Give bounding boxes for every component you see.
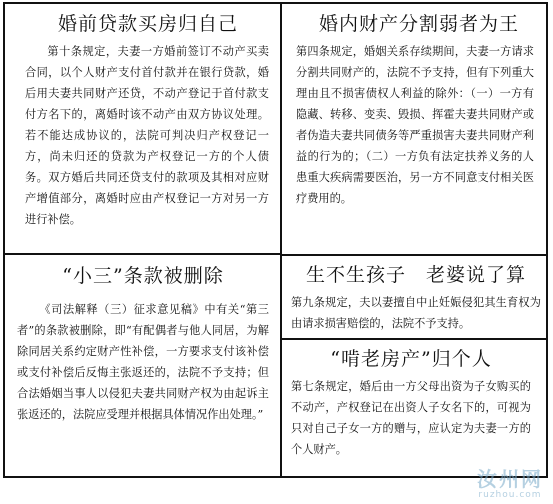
- article-grid: [3, 2, 548, 496]
- panel-title: 生不生孩子 老婆说了算: [305, 264, 526, 286]
- panel-body: 第九条规定，夫以妻擅自中止妊娠侵犯其生育权为由请求损害赔偿的，法院不予支持。: [291, 296, 541, 330]
- panel-title: 婚内财产分割弱者为王: [318, 13, 519, 35]
- panel-parent-funded-property: [291, 347, 531, 475]
- right-row-divider-lower: [281, 338, 548, 340]
- panel-body: 第四条规定，婚姻关系存续期间，夫妻一方请求分割共同财产的，法院不予支持，但有下列重大理由且不损害债权人利益的除外：（一）一方有隐藏、转移、变卖、毁损、挥霍夫妻共同财产或者伪造夫妻共同债务等严重损害夫妻共同财产利益的行为的；（二）一方负有法定扶养义务的人患重大疾病需要医治，另一方不同意支付相关医疗费用的。: [296, 45, 534, 205]
- site-watermark: [477, 468, 543, 500]
- panel-premarital-loan-house: [25, 12, 269, 250]
- panel-childbearing-decision: [291, 263, 541, 337]
- panel-body: 第十条规定，夫妻一方婚前签订不动产买卖合同，以个人财产支付首付款并在银行贷款，婚后用夫妻共同财产还贷，不动产登记于首付款支付方名下的，离婚时该不动产由双方协议处理。若不能达成协议的，法院可判决归产权登记一方，尚未归还的贷款为产权登记一方的个人债务。双方婚后共同还贷支付的款项及其相对应财产增值部分，离婚时应由产权登记一方对另一方进行补偿。: [25, 45, 269, 226]
- panel-title: “小三”条款被删除: [62, 265, 224, 287]
- border-left: [3, 2, 5, 478]
- panel-title: 婚前贷款买房归自己: [57, 13, 238, 35]
- panel-body: 《司法解释（三）征求意见稿》中有关“第三者”的条款被删除，即“有配偶者与他人同居，为解除同居关系约定财产性补偿，一方要求支付该补偿或支付补偿后反悔主张返还的，法院不予支持；但合法婚姻当事人以侵犯夫妻共同财产权为由起诉主张返还的，法院应受理并根据具体情况作出处理。”: [17, 303, 269, 421]
- left-row-divider: [3, 253, 281, 255]
- border-top: [3, 2, 548, 4]
- panel-mistress-clause-deleted: [17, 264, 269, 474]
- panel-marital-property-division: [296, 12, 534, 250]
- right-row-divider: [281, 254, 548, 256]
- panel-body: 第七条规定，婚后由一方父母出资为子女购买的不动产，产权登记在出资人子女名下的，可视为只对自己子女一方的赠与，应认定为夫妻一方的个人财产。: [291, 380, 531, 456]
- watermark-logo-text: 汝州网: [477, 467, 543, 491]
- watermark-domain: ruzhou.com: [478, 490, 542, 500]
- border-right: [546, 2, 548, 478]
- column-divider: [280, 2, 282, 478]
- panel-title: “啃老房产”归个人: [330, 348, 492, 370]
- border-bottom: [3, 476, 548, 478]
